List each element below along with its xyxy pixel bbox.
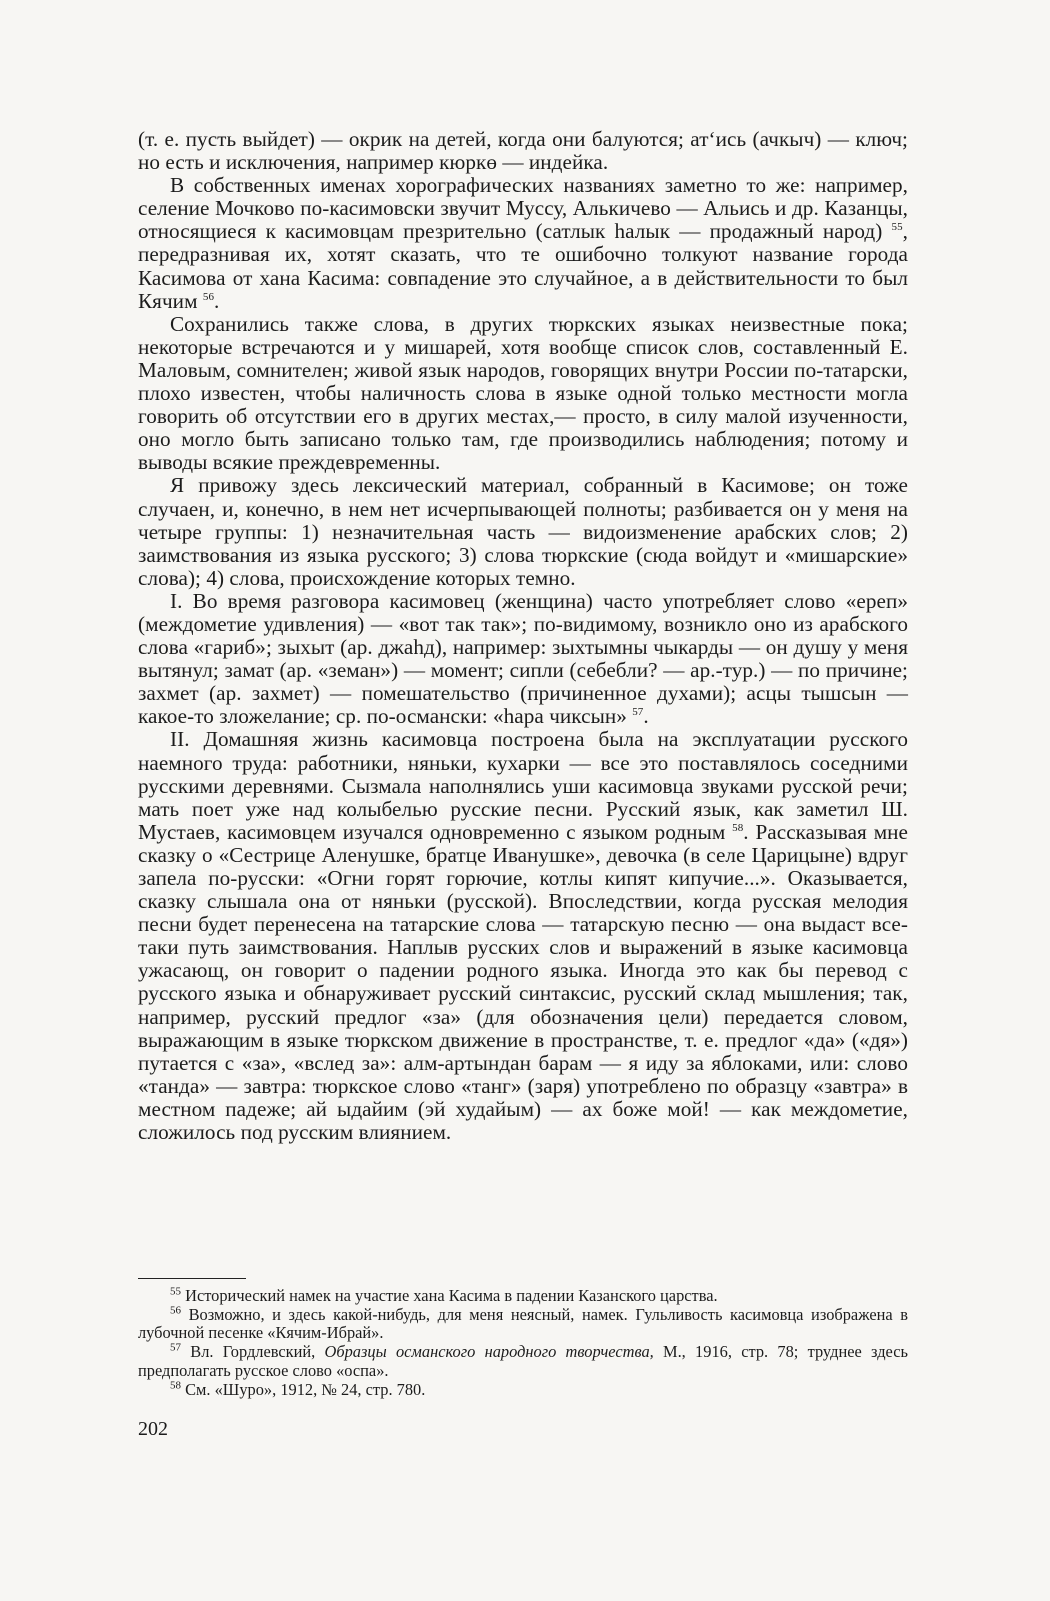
footnote: $^{55}$ Исторический намек на участие хана Касима в падении Казанского царства. [170, 1285, 718, 1305]
footnote-ref[interactable]: 55 [891, 221, 903, 234]
book-title: Образцы османского народного творчества, [324, 1342, 654, 1362]
footnote-number: 55 [170, 1285, 181, 1298]
footnote-ref[interactable]: 56 [202, 290, 214, 303]
footnote-number: 58 [170, 1379, 181, 1392]
footnote-ref[interactable]: 57 [632, 706, 644, 719]
paragraph: I. Во время разговора касимовец (женщина) часто употребляет слово «ереп» (междометие удивления) — «вот так так»; по-видимому, возникло оно из арабского слова «гариб»; зыхыт (ар. джаһд), например: зыхтымны чыкарды — он душу у меня вытянул; замат (ар. «земан») — момент; сипли (себебли? — ар.-тур.) — по причине; захмет (ар. захмет) — помешательство (причиненное духами); асцы тышсын — какое-то зложелание; ср. по-османски: «һара чиксын» $^{57}$. [138, 588, 908, 729]
paragraph: Я привожу здесь лексический материал, собранный в Касимове; он тоже случаен, и, конечно, в нем нет исчерпывающей полноты; разбивается он у меня на четыре группы: 1) незначительная часть — видоизменение арабских слов; 2) заимствования из языка русского; 3) слова тюркские (сюда войдут и «мишарские» слова); 4) слова, происхождение которых темно. [138, 473, 908, 590]
main-text [138, 128, 908, 1144]
paragraph: В собственных именах хорографических названиях заметно то же: например, селение Мочково по-касимовски звучит Муссу, Алькичево — Альись и др. Казанцы, относящиеся к касимовцам презрительно (сатлык һалык — продажный народ) $^{55}$, передразнивая их, хотят сказать, что те ошибочно толкуют название города Касимова от хана Касима: совпадение это случайное, а в действительности то был Кячим $^{56}$. [138, 173, 908, 313]
footnote-number: 57 [170, 1341, 181, 1354]
paragraph: II. Домашняя жизнь касимовца построена была на эксплуатации русского наемного труда: работники, няньки, кухарки — все это поставлялось соседними русскими деревнями. Сызмала наполнялись уши касимовца звуками русской речи; мать поет уже над колыбелью русские песни. Русский язык, как заметил Ш. Мустаев, касимовцем изучался одновременно с языком родным $^{58}$. Рассказывая мне сказку о «Сестрице Аленушке, братце Иванушке», девочка (в селе Царицыне) вдруг запела по-русски: «Огни горят горючие, котлы кипят кипучие...». Оказывается, сказку слышала она от няньки (русской). Впоследствии, когда русская мелодия песни будет перенесена на татарские слова — татарскую песню — она выдаст все-таки путь заимствования. Наплыв русских слов и выражений в языке касимовца ужасающ, он говорит о падении родного языка. Иногда это как бы перевод с русского языка и обнаруживает русский синтаксис, русский склад мышления; так, например, русский предлог «за» (для обозначения цели) передается словом, выражающим в языке тюркском движение в пространстве, т. е. предлог «да» («дя») путается с «за», «вслед за»: алм-артындан барам — я иду за яблоками, или: слово «танда» — завтра: тюркское слово «танг» (заря) употреблено по образцу «завтра» в местном падеже; ай ыдайим (эй худайым) — ах боже мой! — как междометие, сложилось под русским влиянием. [138, 727, 908, 1145]
footnote-ref[interactable]: 58 [732, 821, 744, 834]
paragraph: Сохранились также слова, в других тюркских языках неизвестные пока; некоторые встречаются и у мишарей, хотя вообще список слов, составленный Е. Маловым, сомнителен; живой язык народов, говорящих внутри России по-татарски, плохо известен, чтобы наличность слова в языке одной только местности могла говорить об отсутствии его в других местах,— просто, в силу малой изученности, оно могло быть записано только там, где производились наблюдения; потому и выводы всякие преждевременны. [138, 311, 908, 475]
paragraph: (т. е. пусть выйдет) — окрик на детей, когда они балуются; ат‘ись (ачкыч) — ключ; но есть и исключения, например кюркө — индейка. [138, 127, 908, 175]
footnote: $^{58}$ См. «Шуро», 1912, № 24, стр. 780. [170, 1379, 426, 1399]
footnotes [138, 1287, 908, 1399]
footnote-number: 56 [170, 1304, 181, 1317]
page-number: 202 [138, 1418, 168, 1440]
footnote-divider [138, 1278, 246, 1279]
footnote: $^{56}$ Возможно, и здесь какой-нибудь, для меня неясный, намек. Гульливость касимовца изображена в лубочной песенке «Кячим-Ибрай». [138, 1304, 908, 1343]
footnote: $^{57}$ Вл. Гордлевский, Образцы османского народного творчества, М., 1916, стр. 78; труднее здесь предполагать русское слово «оспа». [138, 1341, 908, 1380]
